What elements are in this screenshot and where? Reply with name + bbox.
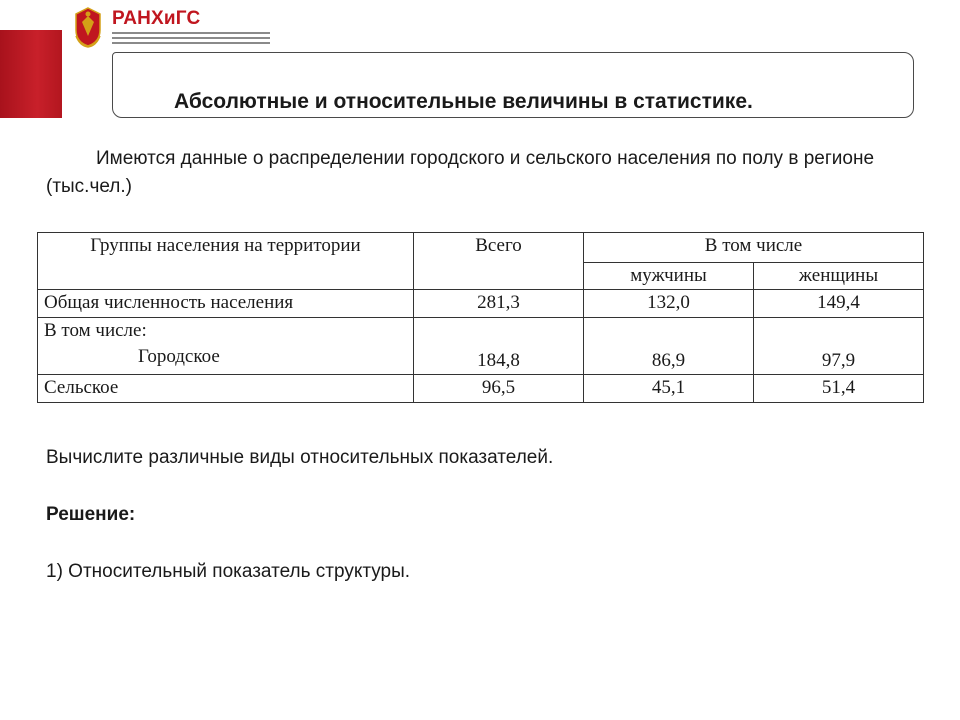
accent-red-block — [0, 30, 62, 118]
step-1-text: 1) Относительный показатель структуры. — [46, 561, 411, 582]
row-label: Сельское — [38, 375, 414, 403]
cell-men: 45,1 — [584, 375, 754, 403]
logo-subline — [112, 32, 270, 34]
logo-subline — [112, 42, 270, 44]
row-label-group — [38, 318, 414, 375]
cell-total: 281,3 — [414, 290, 584, 318]
header-including: В том числе — [584, 233, 924, 263]
cell-total: 96,5 — [414, 375, 584, 403]
cell-women: 51,4 — [754, 375, 924, 403]
intro-text: Имеются данные о распределении городского и сельского населения по полу в регионе (тыс.чел.) — [46, 148, 875, 197]
cell-women: 97,9 — [754, 318, 924, 375]
header-women: женщины — [754, 263, 924, 290]
header-total: Всего — [414, 233, 584, 290]
solution-label: Решение: — [46, 504, 136, 525]
cell-men: 132,0 — [584, 290, 754, 318]
table-row — [38, 375, 924, 403]
page-title: Абсолютные и относительные величины в статистике. — [174, 90, 753, 113]
task-text: Вычислите различные виды относительных показателей. — [46, 447, 554, 468]
brand-name: РАНХиГС — [112, 8, 201, 29]
cell-total: 184,8 — [414, 318, 584, 375]
row-label: Общая численность населения — [38, 290, 414, 318]
cell-men: 86,9 — [584, 318, 754, 375]
header-groups: Группы населения на территории — [38, 233, 414, 290]
table-row — [38, 318, 924, 375]
cell-women: 149,4 — [754, 290, 924, 318]
header-men: мужчины — [584, 263, 754, 290]
row-label-top: В том числе: — [44, 320, 147, 341]
logo-subline — [112, 37, 270, 39]
population-table — [37, 232, 924, 403]
row-label: Городское — [138, 346, 220, 367]
emblem-icon — [72, 6, 104, 48]
table-row — [38, 290, 924, 318]
